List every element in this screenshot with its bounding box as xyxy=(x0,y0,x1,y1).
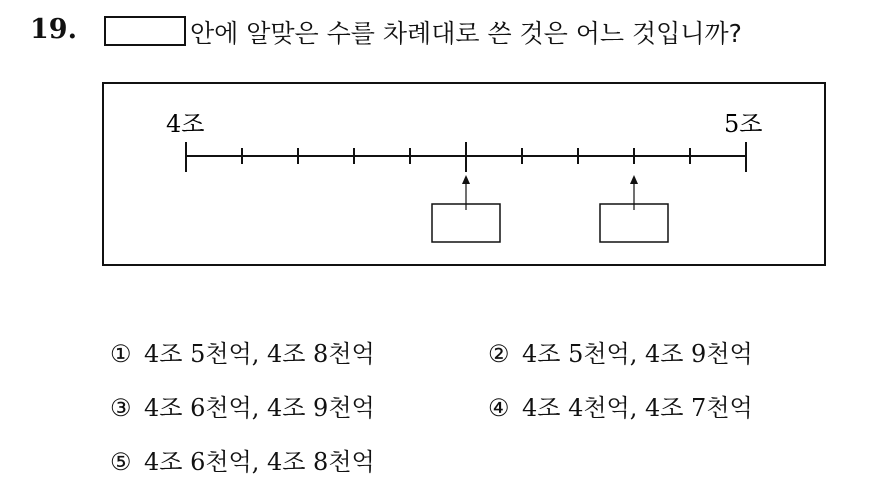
number-line-figure xyxy=(102,82,826,266)
end-label: 5조 xyxy=(724,110,763,138)
choice-number: ② xyxy=(488,340,510,368)
question-text: 안에 알맞은 수를 차례대로 쓴 것은 어느 것입니까? xyxy=(190,19,742,48)
choice-number: ④ xyxy=(488,394,510,422)
choice-number: ⑤ xyxy=(110,448,132,476)
choice-text: 4조 6천억, 4조 9천억 xyxy=(144,394,375,422)
choice-text: 4조 5천억, 4조 8천억 xyxy=(144,340,375,368)
choice-4[interactable] xyxy=(488,388,753,423)
number-line-svg xyxy=(104,84,824,264)
choice-text: 4조 6천억, 4조 8천억 xyxy=(144,448,375,476)
start-label: 4조 xyxy=(166,110,205,138)
choice-2[interactable] xyxy=(488,334,753,369)
choice-text: 4조 5천억, 4조 9천억 xyxy=(522,340,753,368)
choice-1[interactable] xyxy=(110,334,375,369)
question-number: 19. xyxy=(30,14,77,45)
choice-number: ① xyxy=(110,340,132,368)
answer-blank-box xyxy=(104,16,186,46)
choice-number: ③ xyxy=(110,394,132,422)
choice-text: 4조 4천억, 4조 7천억 xyxy=(522,394,753,422)
choice-3[interactable] xyxy=(110,388,375,423)
